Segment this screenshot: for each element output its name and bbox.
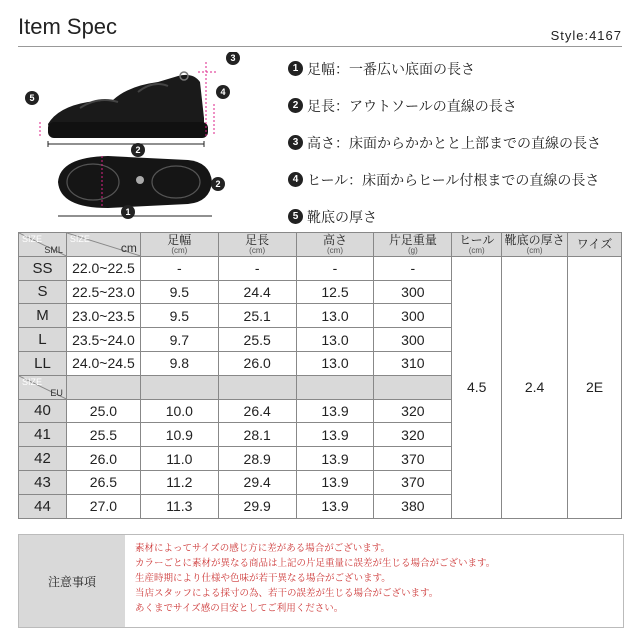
table-row: 40 25.0 10.0 26.4 13.9 320 xyxy=(19,399,622,423)
table-row: L 23.5~24.0 9.7 25.5 13.0 300 xyxy=(19,328,622,352)
note-line: 当店スタッフによる採寸の為、若干の誤差が生じる場合がございます。 xyxy=(135,588,439,599)
header-weight: 片足重量 (g) xyxy=(374,233,452,257)
legend-item-heel xyxy=(288,161,628,198)
legend-number: 4 xyxy=(288,172,303,187)
corner-size-eu: SIZE EU xyxy=(19,375,67,399)
marker-5: 5 xyxy=(29,93,35,103)
header-heel: ヒール (cm) xyxy=(452,233,502,257)
table-row: 41 25.5 10.9 28.1 13.9 320 xyxy=(19,423,622,447)
header-wise: ワイズ xyxy=(568,233,622,257)
marker-2a: 2 xyxy=(135,145,141,155)
heel-value: 4.5 xyxy=(452,256,502,518)
marker-3: 3 xyxy=(230,53,236,63)
table-header-row xyxy=(19,233,622,257)
notes-body xyxy=(125,535,623,627)
sandal-measurement-photo xyxy=(18,52,280,222)
measurement-legend xyxy=(288,50,628,235)
notes-box xyxy=(18,534,624,628)
page-title: Item Spec xyxy=(18,14,118,39)
marker-2b: 2 xyxy=(215,179,221,189)
header-foot-width: 足幅 (cm) xyxy=(140,233,218,257)
legend-number: 3 xyxy=(288,135,303,150)
legend-text: ヒール：床面からヒール付根までの直線の長さ xyxy=(307,172,600,189)
table-row: 44 27.0 11.3 29.9 13.9 380 xyxy=(19,494,622,518)
corner-size-cm: SIZE cm xyxy=(66,233,140,257)
corner-size-sml: SIZE SML xyxy=(19,233,67,257)
header-sole: 靴底の厚さ (cm) xyxy=(502,233,568,257)
legend-text: 靴底の厚さ xyxy=(307,209,377,226)
note-line: カラーごとに素材が異なる商品は上記の片足重量に誤差が生じる場合がございます。 xyxy=(135,558,496,569)
header-foot-length: 足長 (cm) xyxy=(218,233,296,257)
table-row: SS 22.0~22.5 - - - - 4.5 2.4 2E xyxy=(19,256,622,280)
note-line: 素材によってサイズの感じ方に差がある場合がございます。 xyxy=(135,543,390,554)
wise-value: 2E xyxy=(568,256,622,518)
style-code: Style:4167 xyxy=(550,28,622,43)
marker-1: 1 xyxy=(125,207,131,217)
table-row: LL 24.0~24.5 9.8 26.0 13.0 310 xyxy=(19,351,622,375)
legend-text: 高さ：床面からかかとと上部までの直線の長さ xyxy=(307,135,601,152)
table-row: S 22.5~23.0 9.5 24.4 12.5 300 xyxy=(19,280,622,304)
legend-number: 5 xyxy=(288,209,303,224)
table-row: 43 26.5 11.2 29.4 13.9 370 xyxy=(19,470,622,494)
notes-label: 注意事項 xyxy=(19,535,125,627)
title-divider xyxy=(18,46,622,47)
table-row: M 23.0~23.5 9.5 25.1 13.0 300 xyxy=(19,304,622,328)
size-spec-table xyxy=(18,232,622,519)
marker-4: 4 xyxy=(220,87,226,97)
note-line: あくまでサイズ感の目安としてご利用ください。 xyxy=(135,603,344,614)
sole-value: 2.4 xyxy=(502,256,568,518)
note-line: 生産時期により仕様や色味が若干異なる場合がございます。 xyxy=(135,573,391,584)
legend-item-height xyxy=(288,124,628,161)
legend-text: 足幅：一番広い底面の長さ xyxy=(307,61,475,78)
legend-item-foot-length xyxy=(288,87,628,124)
legend-item-sole-thickness xyxy=(288,198,628,235)
legend-text: 足長：アウトソールの直線の長さ xyxy=(307,98,517,115)
legend-number: 2 xyxy=(288,98,303,113)
header-height: 高さ (cm) xyxy=(296,233,374,257)
legend-number: 1 xyxy=(288,61,303,76)
table-row: 42 26.0 11.0 28.9 13.9 370 xyxy=(19,447,622,471)
legend-item-foot-width xyxy=(288,50,628,87)
